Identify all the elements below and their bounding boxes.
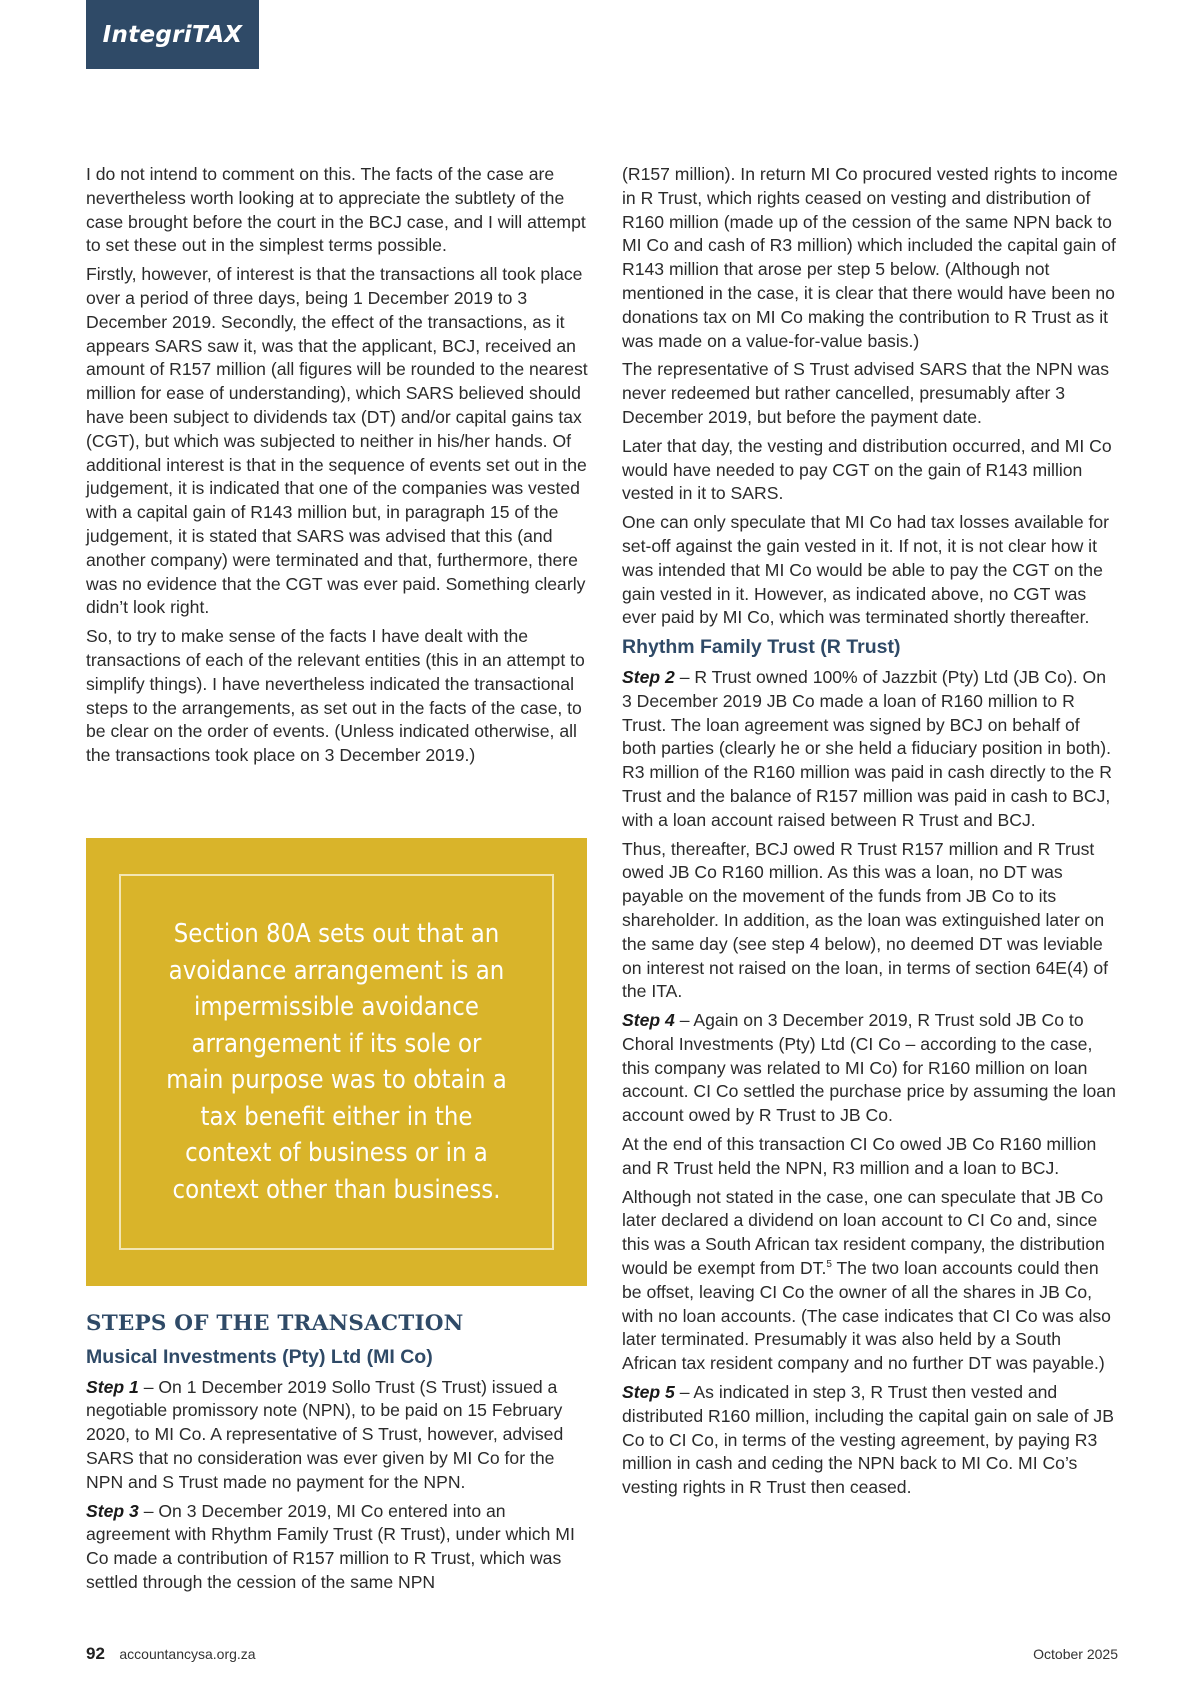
section-title: STEPS OF THE TRANSACTION <box>86 1311 464 1336</box>
speculation-text-cont: The two loan accounts could then be offset, leaving CI Co the owner of all the shares in JB Co, with no loan accounts. (The case indicates that CI Co was also later terminated. Presumably it was also held by a South African tax resident company and no further DT was payable.) <box>622 1258 1111 1374</box>
issue-date: October 2025 <box>1033 1646 1118 1662</box>
pull-quote-text: Section 80A sets out that an avoidance arrangement is an impermissible avoidance arrangement if its sole or main purpose was to obtain a tax benefit either in the context of business or in a context other than business. <box>166 919 507 1205</box>
step-paragraph <box>86 1500 589 1595</box>
step-paragraph <box>622 1009 1118 1128</box>
step-text: – On 1 December 2019 Sollo Trust (S Trust) issued a negotiable promissory note (NPN), to be paid on 15 February 2020, to MI Co. A representative of S Trust, however, advised SARS that no consideration was ever given by MI Co for the NPN and S Trust made no payment for the NPN. <box>86 1376 564 1492</box>
footer-left <box>86 1644 256 1664</box>
integritax-logo: IntegriTAX <box>86 0 259 69</box>
website-link[interactable]: accountancysa.org.za <box>119 1646 256 1662</box>
step-paragraph <box>622 1381 1118 1500</box>
step-paragraph <box>622 666 1118 833</box>
right-column <box>622 163 1118 1505</box>
footnote-marker: 5 <box>826 1259 832 1271</box>
step-text: – R Trust owned 100% of Jazzbit (Pty) Ltd (JB Co). On 3 December 2019 JB Co made a loan of R160 million to R Trust. The loan agreement was signed by BCJ on behalf of both parties (clearly he or she held a fiduciary position in both). R3 million of the R160 million was paid in cash directly to the R Trust and the balance of R157 million was paid in cash to BCJ, with a loan account raised between R Trust and BCJ. <box>622 666 1112 830</box>
body-paragraph: At the end of this transaction CI Co owed JB Co R160 million and R Trust held the NPN, R3 million and a loan to BCJ. <box>622 1134 1097 1178</box>
pull-quote-box <box>86 838 587 1286</box>
body-paragraph: One can only speculate that MI Co had tax losses available for set-off against the gain vested in it. If not, it is not clear how it was intended that MI Co would be able to pay the CGT on the gain vested in it. However, as indicated above, no CGT was ever paid by MI Co, which was terminated shortly thereafter. <box>622 512 1110 628</box>
step-text: – As indicated in step 3, R Trust then vested and distributed R160 million, including the capital gain on sale of JB Co to CI Co, in terms of the vesting agreement, by paying R3 million in cash and ceding the NPN back to MI Co. MI Co’s vesting rights in R Trust then ceased. <box>622 1382 1114 1498</box>
page-number: 92 <box>86 1644 105 1663</box>
step-text: – Again on 3 December 2019, R Trust sold JB Co to Choral Investments (Pty) Ltd (CI Co – according to the case, this company was related to MI Co) for R160 million on loan account. CI Co settled the purchase price by assuming the loan account owed by R Trust to JB Co. <box>622 1010 1116 1126</box>
speculation-text: Although not stated in the case, one can speculate that JB Co later declared a dividend on loan account to CI Co and, since this was a South African tax resident company, the distribution would be exempt from DT. <box>622 1186 1105 1279</box>
entity-subheading: Rhythm Family Trust (R Trust) <box>622 636 901 659</box>
body-paragraph <box>622 1186 1118 1376</box>
step-label: Step 5 <box>622 1382 675 1403</box>
step-label: Step 1 <box>86 1376 139 1397</box>
body-paragraph: Firstly, however, of interest is that the transactions all took place over a period of three days, being 1 December 2019 to 3 December 2019. Secondly, the effect of the transactions, as it appears SARS saw it, was that the applicant, BCJ, received an amount of R157 million (all figures will be rounded to the nearest million for ease of understanding), which SARS believed should have been subject to dividends tax (DT) and/or capital gains tax (CGT), but which was subjected to neither in his/her hands. Of additional interest is that in the sequence of events set out in the judgement, it is indicated that one of the companies was vested with a capital gain of R143 million but, in paragraph 15 of the judgement, it is stated that SARS was advised that this (and another company) were terminated and that, furthermore, there was no evidence that the CGT was ever paid. Something clearly didn’t look right. <box>86 264 588 618</box>
pull-quote-frame <box>119 874 554 1250</box>
left-column <box>86 163 589 773</box>
body-paragraph: I do not intend to comment on this. The facts of the case are nevertheless worth looking at to appreciate the subtlety of the case brought before the court in the BCJ case, and I will attempt to set these out in the simplest terms possible. <box>86 164 586 256</box>
steps-section <box>86 1312 589 1600</box>
body-paragraph: (R157 million). In return MI Co procured vested rights to income in R Trust, which rights ceased on vesting and distribution of R160 million (made up of the cession of the same NPN back to MI Co and cash of R3 million) which included the capital gain of R143 million that arose per step 5 below. (Although not mentioned in the case, it is clear that there would have been no donations tax on MI Co making the contribution to R Trust as it was made on a value-for-value basis.) <box>622 164 1118 351</box>
body-paragraph: So, to try to make sense of the facts I have dealt with the transactions of each of the relevant entities (this in an attempt to simplify things). I have nevertheless indicated the transactional steps to the arrangements, as set out in the facts of the case, to be clear on the order of events. (Unless indicated otherwise, all the transactions took place on 3 December 2019.) <box>86 626 585 766</box>
step-label: Step 4 <box>622 1010 675 1031</box>
body-paragraph: Thus, thereafter, BCJ owed R Trust R157 million and R Trust owed JB Co R160 million. As this was a loan, no DT was payable on the movement of the funds from JB Co to its shareholder. In addition, as the loan was extinguished later on the same day (see step 4 below), no deemed DT was leviable on interest not raised on the loan, in terms of section 64E(4) of the ITA. <box>622 838 1109 1002</box>
body-paragraph: Later that day, the vesting and distribution occurred, and MI Co would have needed to pay CGT on the gain of R143 million vested in it to SARS. <box>622 435 1112 504</box>
page-footer <box>86 1644 1118 1664</box>
entity-subheading: Musical Investments (Pty) Ltd (MI Co) <box>86 1345 433 1368</box>
step-paragraph <box>86 1376 589 1495</box>
step-label: Step 2 <box>622 666 675 687</box>
step-text: – On 3 December 2019, MI Co entered into an agreement with Rhythm Family Trust (R Trust), under which MI Co made a contribution of R157 million to R Trust, which was settled through the cession of the same NPN <box>86 1500 575 1592</box>
body-paragraph: The representative of S Trust advised SARS that the NPN was never redeemed but rather cancelled, presumably after 3 December 2019, but before the payment date. <box>622 359 1109 427</box>
step-label: Step 3 <box>86 1500 139 1521</box>
